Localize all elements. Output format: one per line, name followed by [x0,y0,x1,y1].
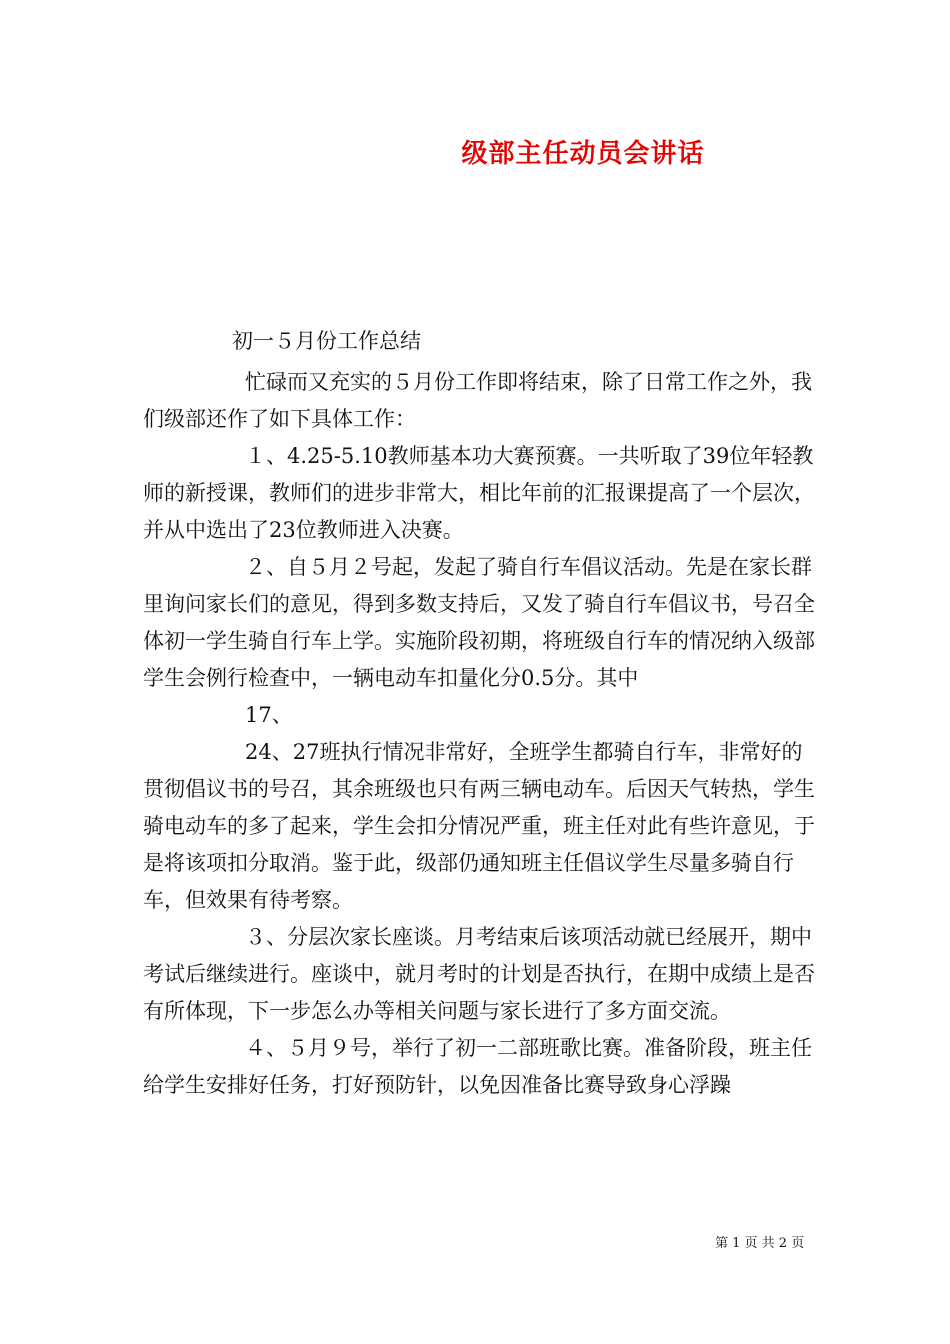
paragraph-item-2: ２、自５月２号起，发起了骑自行车倡议活动。先是在家长群里询问家长们的意见，得到多数支持后，又发了骑自行车倡议书，号召全体初一学生骑自行车上学。实施阶段初期，将班级自行车的情况纳入级部学生会例行检查中，一辆电动车扣量化分0.5分。其中 [143,555,815,690]
page-footer: 第 1 页 共 2 页 [715,1236,805,1251]
paragraph-intro: 忙碌而又充实的５月份工作即将结束，除了日常工作之外，我们级部还作了如下具体工作： [143,370,812,431]
document-body [143,364,823,1104]
paragraph-item-1: １、4.25-5.10教师基本功大赛预赛。一共听取了39位年轻教师的新授课，教师们的进步非常大，相比年前的汇报课提高了一个层次，并从中选出了23位教师进入决赛。 [143,444,815,542]
document-subtitle: 初一５月份工作总结 [232,329,421,353]
paragraph-item-4: ４、５月９号，举行了初一二部班歌比赛。准备阶段，班主任给学生安排好任务，打好预防针，以免因准备比赛导致身心浮躁 [143,1036,812,1097]
paragraph-item-3: ３、分层次家长座谈。月考结束后该项活动就已经展开，期中考试后继续进行。座谈中，就月考时的计划是否执行，在期中成绩上是否有所体现，下一步怎么办等相关问题与家长进行了多方面交流。 [143,925,815,1023]
paragraph-class-17: 17、 [245,703,293,727]
paragraph-class-24-27: 24、27班执行情况非常好，全班学生都骑自行车，非常好的贯彻倡议书的号召，其余班级也只有两三辆电动车。后因天气转热，学生骑电动车的多了起来，学生会扣分情况严重，班主任对此有些许意见，于是将该项扣分取消。鉴于此，级部仍通知班主任倡议学生尽量多骑自行车，但效果有待考察。 [143,740,815,912]
document-title: 级部主任动员会讲话 [461,139,705,169]
